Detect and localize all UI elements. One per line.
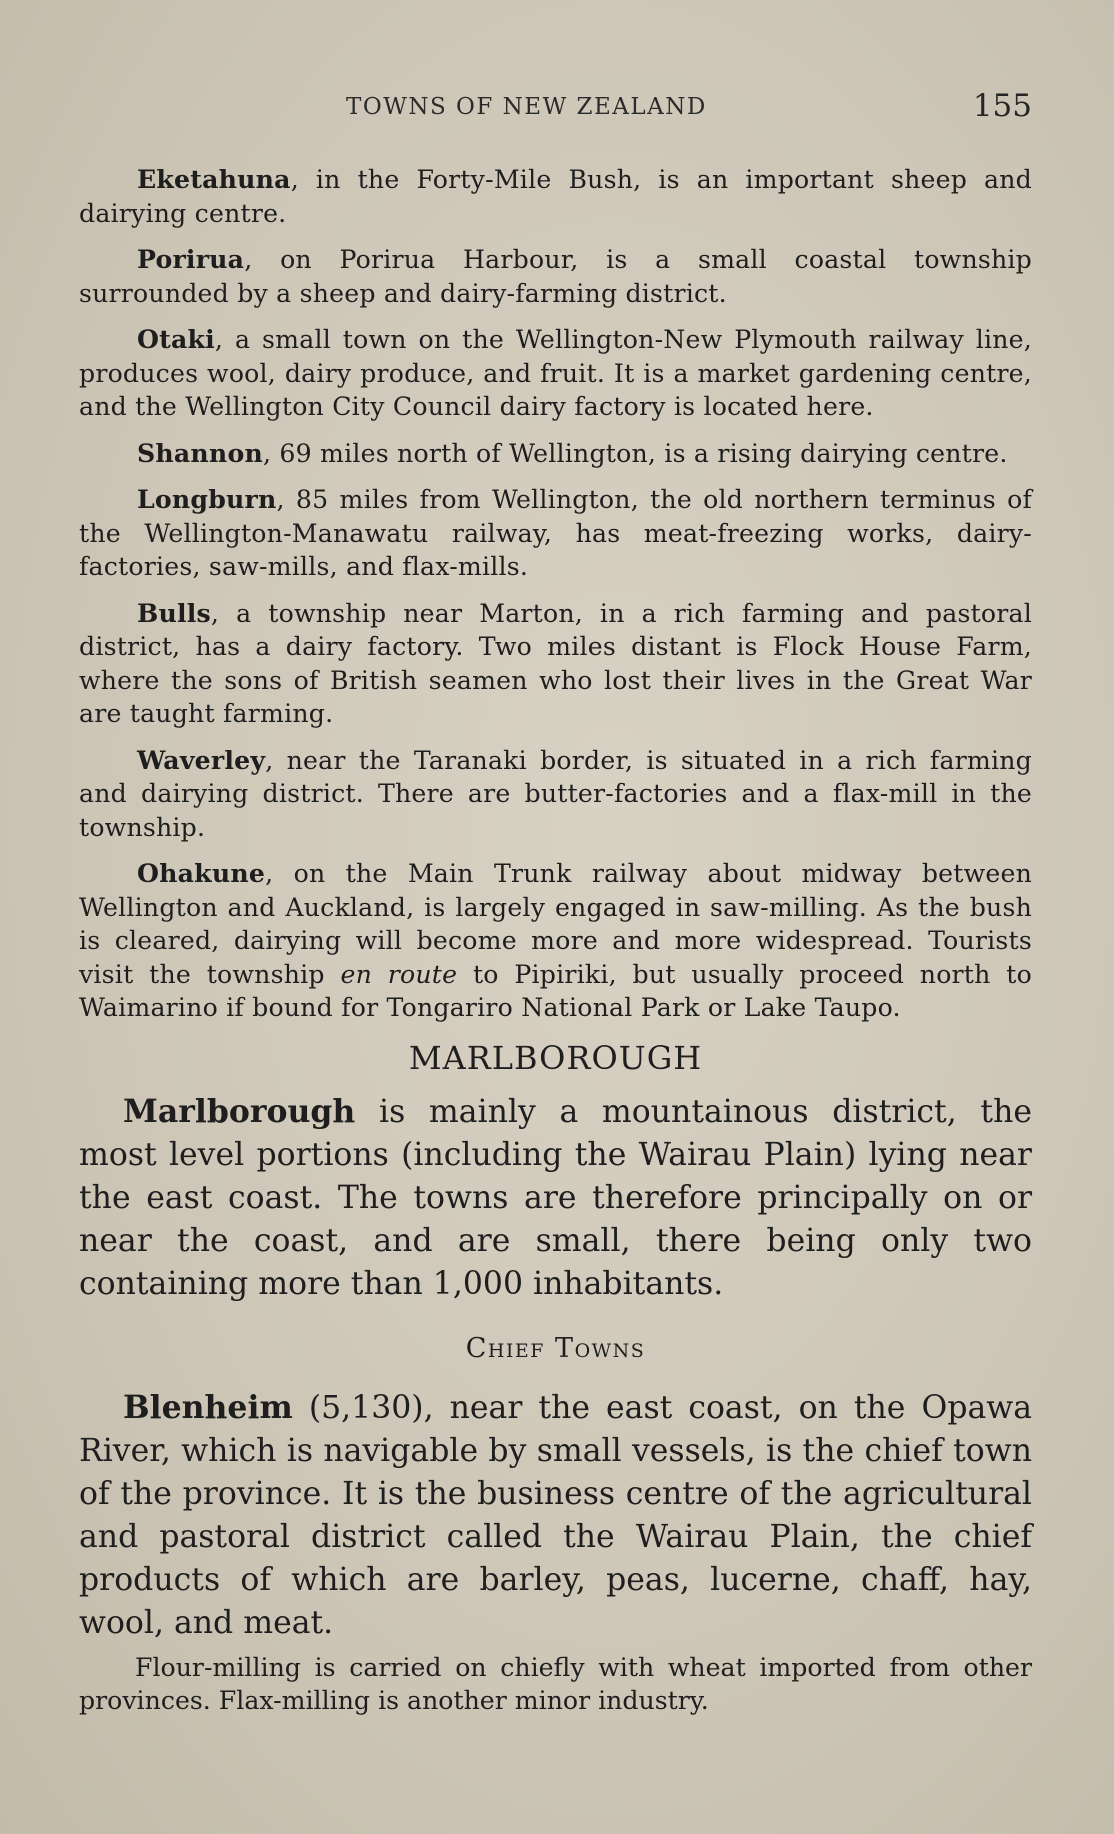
paragraph-text: is mainly a mountainous district, the most level portions (including the Wairau Plain) lying near the east coast. The towns are therefore principally on or near the coast, and are small, there being only two containing more than 1,000 inhabitants. — [79, 1093, 1032, 1302]
page-number: 155 — [972, 88, 1032, 124]
paragraph-text: , on Porirua Harbour, is a small coastal township surrounded by a sheep and dairy-farming district. — [79, 245, 1032, 308]
town-name: Ohakune — [137, 858, 266, 888]
section-heading: MARLBOROUGH — [408, 1038, 703, 1077]
subsection-heading: Chief Towns — [465, 1332, 646, 1364]
paragraph-text: , a township near Marton, in a rich farming and pastoral district, has a dairy factory. Two miles distant is Flock House Farm, where the sons of British seamen who lost their lives in the Great War are taught farming. — [79, 598, 1032, 728]
town-name: Longburn — [137, 484, 277, 514]
paragraph-text: , in the Forty-Mile Bush, is an important sheep and dairying centre. — [79, 165, 1032, 228]
paragraph-ohakune — [79, 857, 1032, 1025]
town-name: Waverley — [137, 744, 266, 775]
paragraph-industries: Flour-milling is carried on chiefly with wheat imported from other provinces. Flax-milling is another minor industry. — [79, 1652, 1032, 1715]
town-name: Porirua — [137, 244, 245, 274]
paragraph-marlborough-intro — [79, 1090, 1032, 1306]
running-head: TOWNS OF NEW ZEALAND — [346, 94, 707, 120]
paragraph-shannon — [79, 437, 1032, 471]
paragraph-otaki — [79, 323, 1032, 424]
district-name: Marlborough — [123, 1092, 356, 1130]
paragraph-text: (5,130), near the east coast, on the Opawa River, which is navigable by small vessels, is the chief town of the province. It is the business centre of the agricultural and pastoral district called the Wairau Plain, the chief products of which are barley, peas, lucerne, chaff, hay, wool, and meat. — [79, 1389, 1032, 1641]
paragraph-text: , near the Taranaki border, is situated in a rich farming and dairying district. There are butter-factories and a flax-mill in the township. — [79, 745, 1032, 842]
paragraph-bulls — [79, 597, 1032, 731]
paragraph-text: to Pipiriki, but usually proceed north to Waimarino if bound for Tongariro National Park or Lake Taupo. — [79, 959, 1032, 1022]
paragraph-text: , 69 miles north of Wellington, is a rising dairying centre. — [262, 438, 1008, 468]
page-body — [79, 163, 1032, 1717]
town-name: Otaki — [137, 324, 215, 354]
paragraph-porirua — [79, 243, 1032, 310]
paragraph-text: , 85 miles from Wellington, the old northern terminus of the Wellington-Manawatu railway, has meat-freezing works, dairy-factories, saw-mills, and flax-mills. — [79, 485, 1032, 581]
town-name: Bulls — [137, 597, 211, 628]
paragraph-text: , on the Main Trunk railway about midway between Wellington and Auckland, is largely engaged in saw-milling. As the bush is cleared, dairying will become more and more widespread. Tourists visit the township — [79, 859, 1032, 989]
paragraph-longburn — [79, 483, 1032, 584]
town-name: Shannon — [137, 437, 263, 468]
paragraph-text: , a small town on the Wellington-New Plymouth railway line, produces wool, dairy produce, and fruit. It is a market gardening centre, and the Wellington City Council dairy factory is located here. — [79, 325, 1032, 421]
page-header — [78, 88, 1034, 128]
town-name: Eketahuna — [137, 164, 291, 194]
italic-phrase: en route — [340, 959, 458, 989]
paragraph-eketahuna — [79, 163, 1032, 230]
paragraph-blenheim — [79, 1386, 1032, 1645]
paragraph-waverley — [79, 744, 1032, 845]
town-name: Blenheim — [123, 1388, 293, 1426]
